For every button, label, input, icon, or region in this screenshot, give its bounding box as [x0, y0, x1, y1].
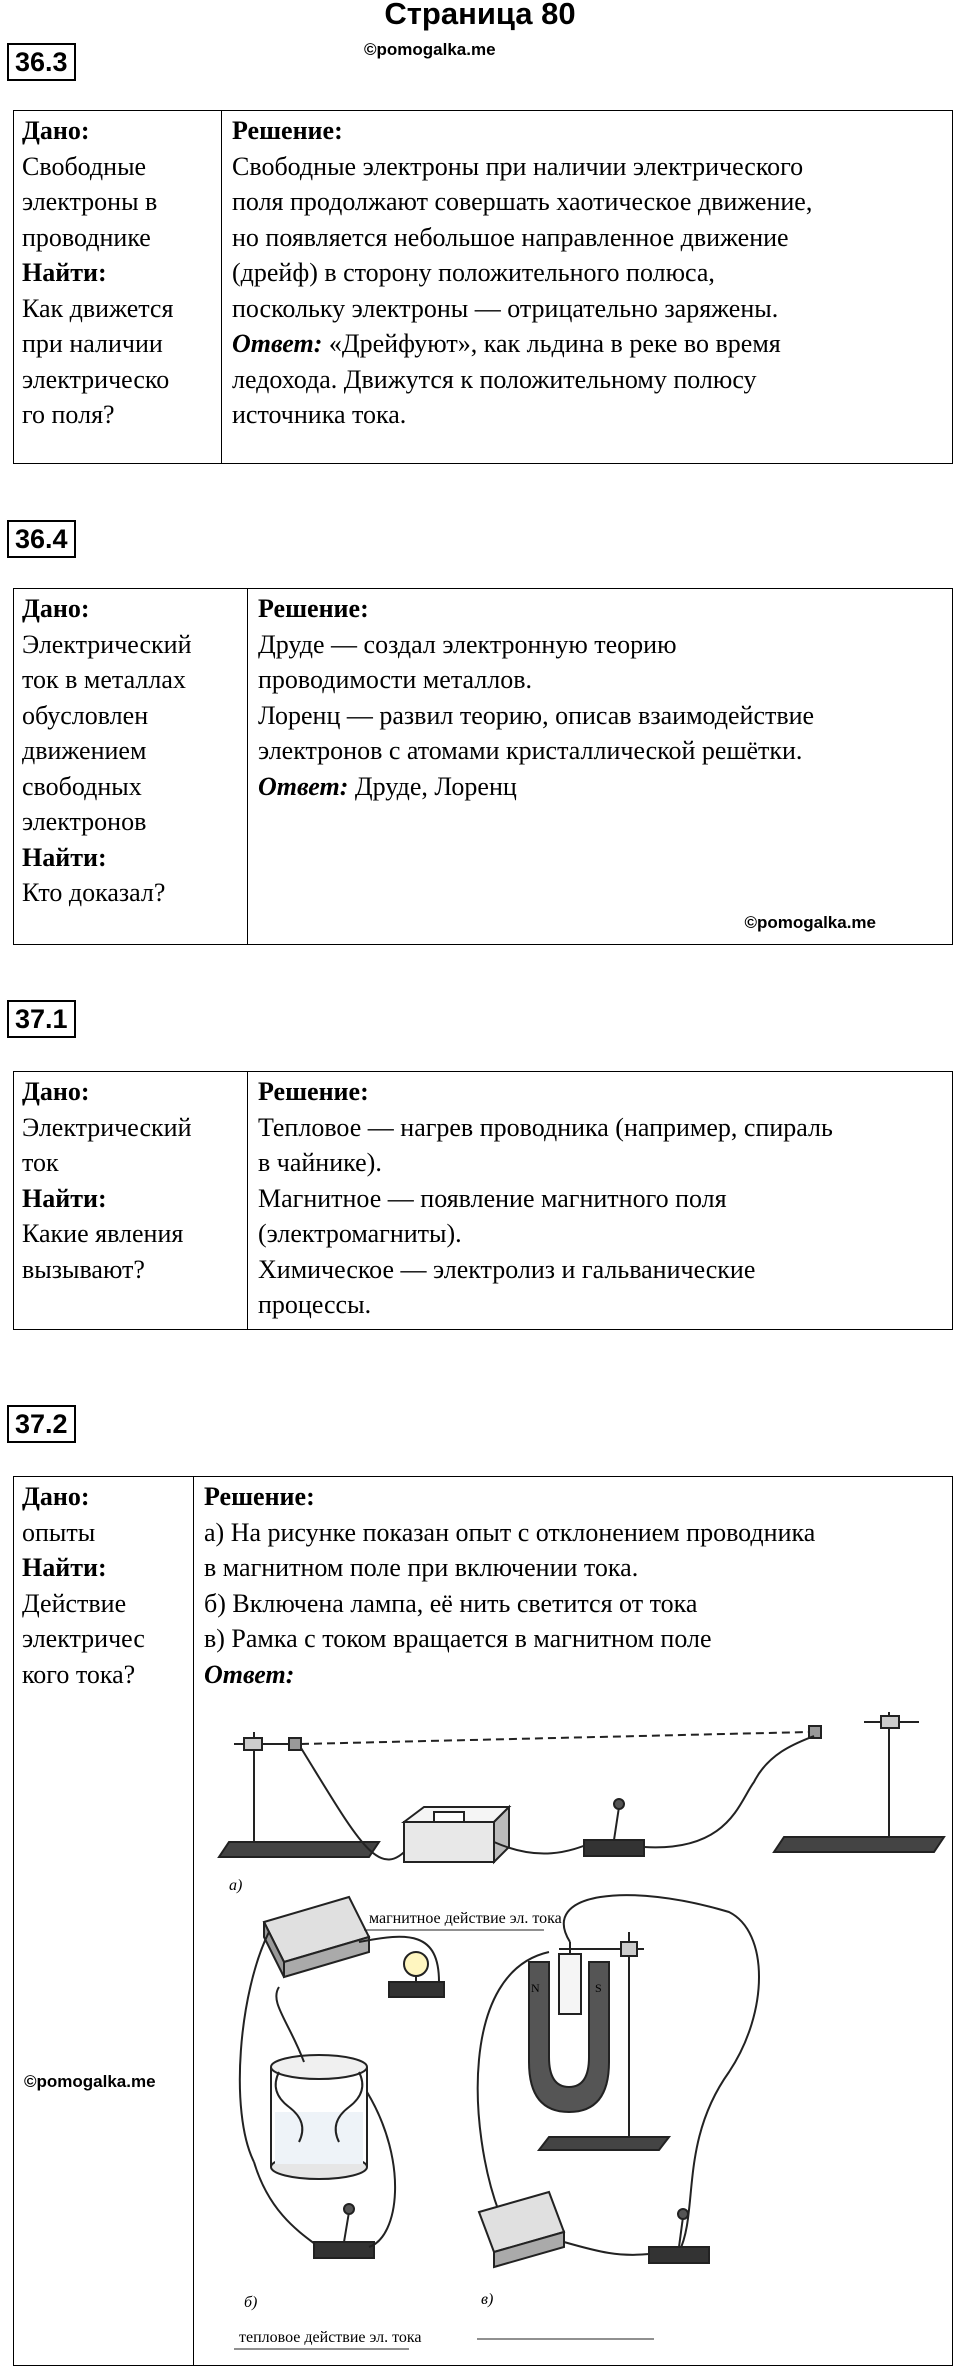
solution-line: б) Включена лампа, её нить светится от тока	[204, 1588, 698, 1618]
magnet-n-label: N	[531, 1981, 540, 1995]
solution-line: проводимости металлов.	[258, 665, 532, 694]
watermark: ©pomogalka.me	[744, 912, 876, 932]
answer-line: ледохода. Движутся к положительному полюсу	[232, 364, 757, 394]
given-label: Дано:	[22, 116, 90, 145]
task-number: 36.4	[7, 520, 76, 558]
find-line: вызывают?	[22, 1254, 145, 1284]
given-line: проводнике	[22, 222, 151, 252]
given-label: Дано:	[22, 1482, 90, 1511]
answer-label: Ответ:	[232, 329, 323, 358]
solution-line: Магнитное — появление магнитного поля	[258, 1183, 727, 1213]
task-37-1-table	[13, 1071, 953, 1330]
given-line: движением	[22, 736, 147, 765]
solution-label: Решение:	[258, 594, 369, 623]
task-number: 37.2	[7, 1405, 76, 1443]
find-line: го поля?	[22, 400, 115, 429]
find-line: кого тока?	[22, 1659, 136, 1689]
find-line: Какие явления	[22, 1219, 184, 1248]
given-line: Электрический	[22, 1112, 192, 1142]
solution-label: Решение:	[232, 116, 343, 145]
find-line: Действие	[22, 1588, 127, 1618]
solution-column	[222, 111, 952, 463]
find-line: при наличии	[22, 329, 163, 358]
experiment-b-label: б)	[244, 2294, 258, 2311]
given-line: опыты	[22, 1517, 96, 1547]
solution-label: Решение:	[204, 1482, 315, 1511]
given-line: Электрический	[22, 629, 192, 659]
given-line: ток в металлах	[22, 665, 186, 694]
solution-column	[248, 589, 952, 944]
solution-line: Лоренц — развил теорию, описав взаимодействие	[258, 700, 815, 730]
experiment-b-caption: тепловое действие эл. тока	[239, 2329, 422, 2346]
task-number: 37.1	[7, 1000, 76, 1038]
find-label: Найти:	[22, 1553, 107, 1582]
solution-line: Химическое — электролиз и гальванические	[258, 1254, 756, 1284]
given-label: Дано:	[22, 1077, 90, 1106]
solution-label: Решение:	[258, 1077, 369, 1106]
find-label: Найти:	[22, 258, 107, 287]
given-line: ток	[22, 1148, 59, 1177]
answer-label: Ответ:	[258, 771, 349, 801]
magnet-s-label: S	[595, 1981, 602, 1995]
find-line: Как движется	[22, 293, 174, 323]
given-line: электронов	[22, 807, 147, 836]
given-line: свободных	[22, 771, 142, 801]
given-column	[14, 1072, 248, 1329]
experiment-a-label: а)	[229, 1877, 243, 1894]
find-line: электрическо	[22, 364, 170, 394]
page-title: Страница 80	[384, 0, 576, 31]
solution-line: Друде — создал электронную теорию	[258, 629, 677, 659]
solution-line: поля продолжают совершать хаотическое движение,	[232, 187, 813, 216]
experiments-figure	[209, 1692, 949, 2357]
task-36-3-table	[13, 110, 953, 464]
solution-line: а) На рисунке показан опыт с отклонением проводника	[204, 1517, 816, 1547]
solution-line: электронов с атомами кристаллической решётки.	[258, 736, 803, 765]
task-37-2-table	[13, 1476, 953, 2366]
given-column	[14, 1477, 194, 2365]
solution-line: но появляется небольшое направленное движение	[232, 222, 789, 252]
find-label: Найти:	[22, 842, 107, 872]
solution-line: процессы.	[258, 1290, 372, 1319]
task-number: 36.3	[7, 43, 76, 81]
experiment-a-caption: магнитное действие эл. тока	[369, 1910, 562, 1927]
answer-line: «Дрейфуют», как льдина в реке во время	[328, 329, 781, 358]
given-column	[14, 589, 248, 944]
answer-label: Ответ:	[204, 1659, 295, 1689]
answer-line: Друде, Лоренц	[354, 771, 517, 801]
solution-line: Тепловое — нагрев проводника (например, спираль	[258, 1112, 833, 1142]
watermark: ©pomogalka.me	[364, 40, 496, 59]
watermark: ©pomogalka.me	[24, 2072, 156, 2091]
solution-line: в магнитном поле при включении тока.	[204, 1553, 639, 1582]
solution-column	[248, 1072, 952, 1329]
given-line: обусловлен	[22, 700, 149, 730]
experiment-v-label: в)	[481, 2291, 494, 2308]
given-line: Свободные	[22, 151, 147, 181]
solution-line: в) Рамка с током вращается в магнитном поле	[204, 1624, 712, 1653]
answer-line: источника тока.	[232, 400, 407, 429]
given-column	[14, 111, 222, 463]
task-36-4-table	[13, 588, 953, 945]
solution-line: (электромагниты).	[258, 1219, 462, 1248]
solution-line: Свободные электроны при наличии электрического	[232, 151, 804, 181]
given-line: электроны в	[22, 187, 158, 216]
solution-line: поскольку электроны — отрицательно заряжены.	[232, 293, 779, 323]
find-label: Найти:	[22, 1183, 107, 1213]
find-line: электричес	[22, 1624, 145, 1653]
solution-line: в чайнике).	[258, 1148, 382, 1177]
solution-line: (дрейф) в сторону положительного полюса,	[232, 258, 715, 287]
given-label: Дано:	[22, 594, 90, 623]
find-line: Кто доказал?	[22, 878, 166, 907]
